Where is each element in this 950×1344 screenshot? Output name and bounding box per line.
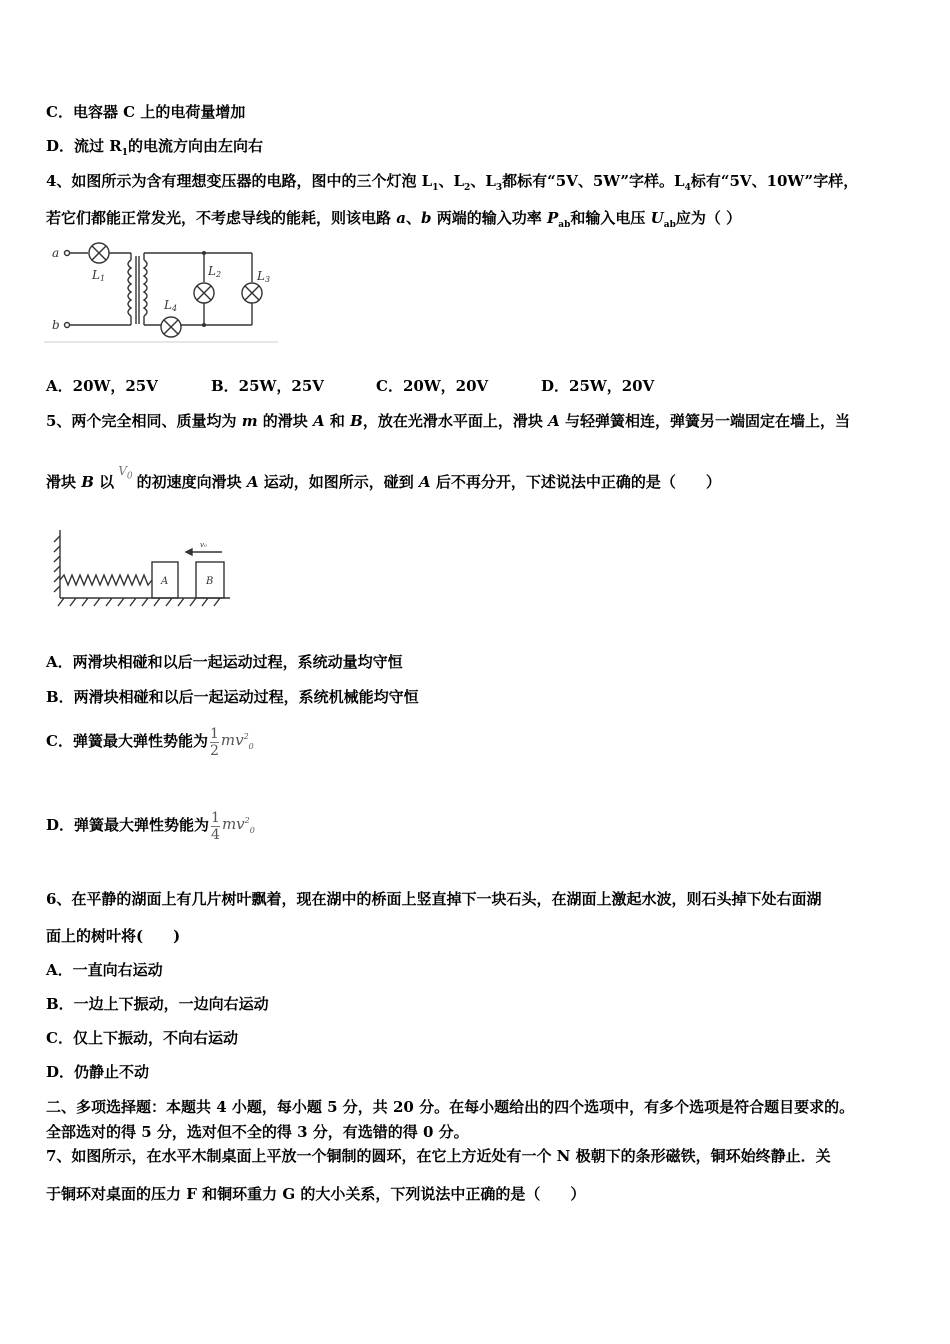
q4-text-1: 4、如图所示为含有理想变压器的电路，图中的三个灯泡 L [46, 172, 433, 190]
q4-l2-sub-p: ab [558, 220, 571, 230]
q4-text-4: 都标有“5V、5W”字样。L [502, 172, 685, 190]
primary-coil [128, 260, 131, 316]
q6-stem-line1: 6、在平静的湖面上有几片树叶飘着，现在湖中的桥面上竖直掉下一块石头，在湖面上激起水波，则石头掉下处右面湖 [46, 890, 822, 908]
q4-sub-1: 1 [432, 183, 439, 193]
q5-stem-line2 [46, 464, 721, 498]
q6-option-c: C．仅上下振动，不向右运动 [46, 1029, 238, 1047]
secondary-coil [144, 260, 147, 316]
q4-text-5: 标有“5V、10W”字样， [690, 172, 859, 190]
q3-option-c: C．电容器 C 上的电荷量增加 [46, 103, 246, 121]
q5-l2-c: 的初速度向滑块 [136, 473, 242, 491]
q5-l1-a: 5、两个完全相同、质量均为 [46, 412, 237, 430]
q5-l1-d: 与轻弹簧相连，弹簧另一端固定在墙上，当 [564, 412, 850, 430]
q5-l2-b: 以 [99, 473, 115, 491]
q5-v0: V0 [118, 464, 133, 482]
q4-text-3: 、L [470, 172, 496, 190]
q7-stem-line2: 于铜环对桌面的压力 F 和铜环重力 G 的大小关系，下列说法中正确的是（ ） [46, 1185, 586, 1203]
terminal-b [65, 323, 70, 328]
q4-sub-4: 4 [684, 183, 691, 193]
q4-l2-var-a: a [396, 209, 406, 227]
q5-option-d-fraction: $\frac{1}{4}$ [211, 809, 220, 843]
terminal-a [65, 251, 70, 256]
q5-stem-line1 [46, 411, 850, 431]
q5-var-m: m [241, 412, 258, 430]
q5-spring-diagram [50, 524, 250, 608]
q5-option-c-text: C．弹簧最大弹性势能为 [46, 732, 208, 750]
q4-stem-line2 [46, 208, 741, 235]
q4-l2-d: 应为（ ） [675, 209, 742, 227]
spring [60, 575, 152, 585]
section2-heading-line2: 全部选对的得 5 分，选对但不全的得 3 分，有选错的得 0 分。 [46, 1123, 469, 1141]
label-l3: L3 [257, 269, 271, 284]
q4-l2-sep: 、 [405, 209, 421, 227]
q4-option-a: A．20W，25V [46, 377, 158, 395]
q3-option-d-sub: 1 [121, 148, 128, 158]
q5-option-d-mv: $mv^2_0$ [221, 815, 255, 835]
q4-sub-2: 2 [464, 183, 471, 193]
q6-option-d: D．仍静止不动 [46, 1063, 150, 1081]
q5-l1-and: 和 [329, 412, 345, 430]
q4-text-2: 、L [438, 172, 465, 190]
label-l2: L2 [208, 264, 222, 279]
q4-option-b: B．25W，25V [211, 377, 324, 395]
q4-option-d: D．25W，20V [541, 377, 655, 395]
q5-var-a1: A [313, 412, 325, 430]
block-b-label: B [206, 576, 214, 587]
label-l1: L1 [92, 268, 106, 283]
q5-l1-b: 的滑块 [262, 412, 308, 430]
q4-stem-line1 [46, 171, 858, 198]
q6-stem-line2: 面上的树叶将( ) [46, 927, 181, 945]
q4-sub-3: 3 [495, 183, 503, 193]
q5-l2-e: 后不再分开，下述说法中正确的是（ ） [435, 473, 721, 491]
q5-option-d [46, 804, 255, 848]
q5-var-a4: A [418, 473, 431, 491]
q5-option-b: B．两滑块相碰和以后一起运动过程，系统机械能均守恒 [46, 688, 419, 706]
section2-heading-line1: 二、多项选择题：本题共 4 小题，每小题 5 分，共 20 分。在每小题给出的四个选项中，有多个选项是符合题目要求的。 [46, 1098, 855, 1116]
q3-option-d-text-end: 的电流方向由左向右 [127, 137, 263, 155]
q5-var-b2: B [81, 473, 94, 491]
block-a-label: A [161, 576, 169, 587]
q5-option-c [46, 720, 254, 764]
q4-l2-var-u: U [650, 209, 664, 227]
q4-l2-sub-u: ab [663, 220, 676, 230]
q4-l2-b: 两端的输入功率 [436, 209, 542, 227]
q6-option-a: A．一直向右运动 [46, 961, 163, 979]
q5-l2-d: 运动，如图所示，碰到 [263, 473, 414, 491]
q3-option-d [46, 136, 263, 163]
label-b: b [52, 318, 60, 332]
q4-options [46, 376, 654, 396]
q4-l2-a: 若它们都能正常发光，不考虑导线的能耗，则该电路 [46, 209, 392, 227]
q7-stem-line1: 7、如图所示，在水平木制桌面上平放一个铜制的圆环，在它上方近处有一个 N 极朝下的条形磁铁，铜环始终静止．关 [46, 1147, 831, 1165]
q6-option-b: B．一边上下振动，一边向右运动 [46, 995, 269, 1013]
q4-l2-var-b: b [421, 209, 432, 227]
q3-option-d-text: D．流过 R [46, 137, 122, 155]
q5-option-a: A．两滑块相碰和以后一起运动过程，系统动量均守恒 [46, 653, 403, 671]
q5-var-a3: A [246, 473, 259, 491]
q5-option-c-mv: $mv^2_0$ [220, 731, 254, 751]
q5-var-a2: A [548, 412, 560, 430]
q4-option-c: C．20W，20V [376, 377, 489, 395]
q4-l2-var-p: P [546, 209, 559, 227]
q4-l2-c: 和输入电压 [570, 209, 646, 227]
q5-l2-a: 滑块 [46, 473, 77, 491]
arrow-label: v₀ [200, 541, 207, 549]
q5-option-d-text: D．弹簧最大弹性势能为 [46, 816, 210, 834]
label-l4: L4 [164, 298, 178, 313]
q5-var-b1: B [350, 412, 363, 430]
q5-option-c-fraction: $\frac{1}{2}$ [209, 725, 219, 759]
q5-l1-c: ，放在光滑水平面上，滑块 [362, 412, 543, 430]
q4-circuit-diagram [44, 238, 280, 344]
label-a: a [52, 246, 60, 260]
